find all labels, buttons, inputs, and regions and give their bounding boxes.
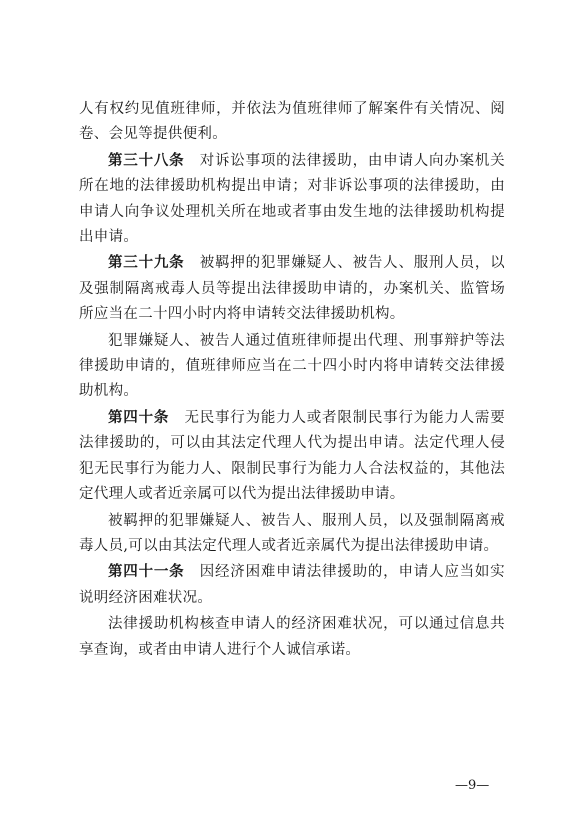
paragraph xyxy=(79,251,505,327)
paragraph xyxy=(79,406,505,508)
paragraph xyxy=(79,97,505,148)
paragraph xyxy=(79,509,505,560)
document-body xyxy=(79,97,505,664)
page-number: —9— xyxy=(455,778,490,793)
paragraph-text: 法律援助机构核查申请人的经济困难状况，可以通过信息共享查询，或者由申请人进行个人诚信承诺。 xyxy=(79,616,505,658)
paragraph xyxy=(79,149,505,251)
paragraph-text: 犯罪嫌疑人、被告人通过值班律师提出代理、刑事辩护等法律援助申请的，值班律师应当在二十四小时内将申请转交法律援助机构。 xyxy=(79,332,505,400)
paragraph-text: 被羁押的犯罪嫌疑人、被告人、服刑人员，以及强制隔离戒毒人员等提出法律援助申请的，办案机关、监管场所应当在二十四小时内将申请转交法律援助机构。 xyxy=(79,255,505,323)
paragraph-text: 人有权约见值班律师，并依法为值班律师了解案件有关情况、阅卷、会见等提供便利。 xyxy=(79,101,505,143)
article-heading: 第三十九条 xyxy=(108,255,185,272)
paragraph xyxy=(79,560,505,611)
paragraph-text: 被羁押的犯罪嫌疑人、被告人、服刑人员，以及强制隔离戒毒人员,可以由其法定代理人或者近亲属代为提出法律援助申请。 xyxy=(79,512,505,554)
paragraph-text: 对诉讼事项的法律援助，由申请人向办案机关所在地的法律援助机构提出申请；对非诉讼事项的法律援助，由申请人向争议处理机关所在地或者事由发生地的法律援助机构提出申请。 xyxy=(79,152,505,246)
paragraph-text: 无民事行为能力人或者限制民事行为能力人需要法律援助的，可以由其法定代理人代为提出申请。法定代理人侵犯无民事行为能力人、限制民事行为能力人合法权益的，其他法定代理人或者近亲属可以代为提出法律援助申请。 xyxy=(79,409,505,503)
article-heading: 第四十条 xyxy=(108,409,170,426)
paragraph xyxy=(79,329,505,405)
paragraph xyxy=(79,612,505,663)
article-heading: 第四十一条 xyxy=(108,564,185,581)
article-heading: 第三十八条 xyxy=(108,152,185,169)
paragraph-text: 因经济困难申请法律援助的，申请人应当如实说明经济困难状况。 xyxy=(79,564,505,606)
